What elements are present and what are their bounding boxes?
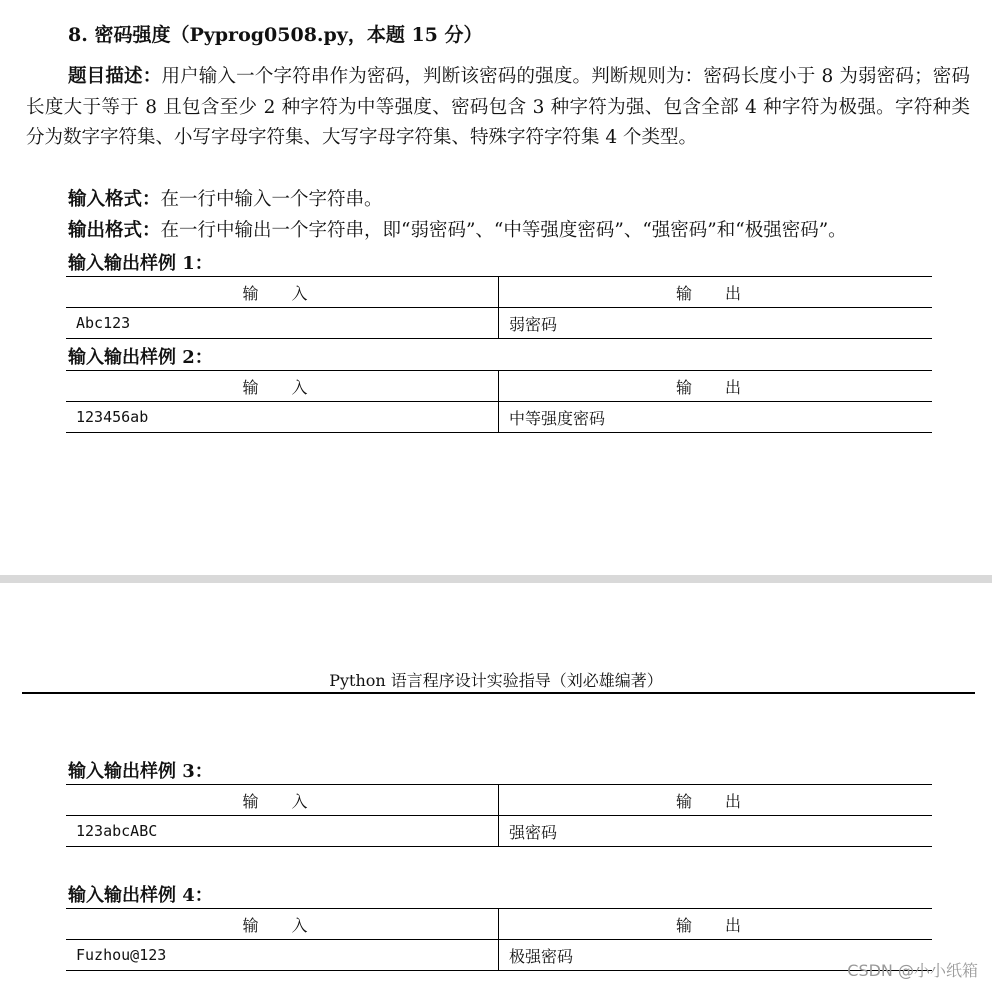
output-header: 输 出: [499, 371, 933, 402]
example-output: 中等强度密码: [499, 402, 933, 433]
input-header: 输 入: [66, 785, 499, 816]
example-1-title: 输入输出样例 1：: [68, 253, 213, 274]
example-3-title: 输入输出样例 3：: [68, 761, 213, 782]
example-2-title: 输入输出样例 2：: [68, 347, 213, 368]
page-break: [0, 575, 992, 583]
example-1-table: [66, 276, 932, 339]
input-header: 输 入: [66, 909, 499, 940]
running-header: Python 语言程序设计实验指导（刘必雄编著）: [329, 671, 663, 690]
input-format-text: 在一行中输入一个字符串。: [160, 189, 383, 210]
example-input: 123abcABC: [66, 816, 499, 847]
header-rule: [22, 692, 975, 694]
output-header: 输 出: [499, 277, 933, 308]
output-format: [68, 216, 847, 242]
example-output: 极强密码: [499, 940, 933, 971]
watermark: CSDN @小小纸箱: [847, 961, 978, 980]
input-header: 输 入: [66, 371, 499, 402]
output-header: 输 出: [499, 785, 933, 816]
example-4-title: 输入输出样例 4：: [68, 885, 213, 906]
output-format-label: 输出格式：: [68, 220, 161, 241]
output-format-text: 在一行中输出一个字符串，即“弱密码”、“中等强度密码”、“强密码”和“极强密码”。: [160, 220, 847, 241]
example-3-table: [66, 784, 932, 847]
problem-title: 8. 密码强度（Pyprog0508.py，本题 15 分）: [68, 24, 483, 46]
problem-description: [26, 62, 970, 154]
description-label: 题目描述：: [68, 66, 162, 87]
output-header: 输 出: [499, 909, 933, 940]
example-input: Abc123: [66, 308, 499, 339]
input-format: [68, 185, 383, 211]
description-text: 用户输入一个字符串作为密码，判断该密码的强度。判断规则为：密码长度小于 8 为弱密码；密码长度大于等于 8 且包含至少 2 种字符为中等强度、密码包含 3 种字符为强、包含全部 4 种字符为极强。字符种类分为数字字符集、小写字母字符集、大写字母字符集、特殊字符字符集 4 个类型。: [26, 66, 970, 148]
example-output: 弱密码: [499, 308, 933, 339]
example-4-table: [66, 908, 932, 971]
example-2-table: [66, 370, 932, 433]
input-format-label: 输入格式：: [68, 189, 161, 210]
input-header: 输 入: [66, 277, 499, 308]
example-input: Fuzhou@123: [66, 940, 499, 971]
example-output: 强密码: [499, 816, 933, 847]
example-input: 123456ab: [66, 402, 499, 433]
